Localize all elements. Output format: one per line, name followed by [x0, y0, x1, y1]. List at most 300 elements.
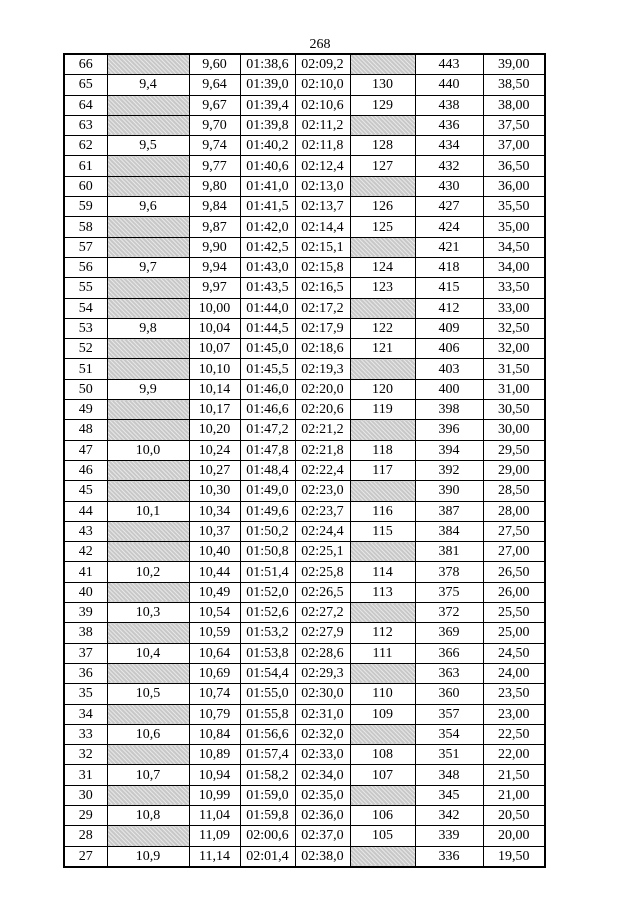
time-b-cell: 02:27,9 [295, 623, 350, 643]
value-a-cell: 10,4 [107, 643, 189, 663]
value-e-cell: 27,50 [483, 521, 545, 541]
points-cell: 50 [64, 379, 107, 399]
value-a-cell: 10,0 [107, 440, 189, 460]
value-e-cell: 23,00 [483, 704, 545, 724]
value-e-cell: 28,00 [483, 501, 545, 521]
value-b-cell: 9,67 [189, 95, 240, 115]
value-d-cell: 412 [415, 298, 483, 318]
value-e-cell: 19,50 [483, 846, 545, 867]
time-b-cell: 02:17,2 [295, 298, 350, 318]
points-cell: 37 [64, 643, 107, 663]
value-b-cell: 10,99 [189, 785, 240, 805]
value-d-cell: 392 [415, 460, 483, 480]
value-e-cell: 37,00 [483, 136, 545, 156]
time-a-cell: 01:45,5 [240, 359, 295, 379]
value-d-cell: 403 [415, 359, 483, 379]
value-a-cell [107, 176, 189, 196]
table-row [64, 440, 545, 460]
time-b-cell: 02:37,0 [295, 826, 350, 846]
time-b-cell: 02:21,2 [295, 420, 350, 440]
time-a-cell: 01:44,5 [240, 318, 295, 338]
value-a-cell [107, 745, 189, 765]
value-e-cell: 26,50 [483, 562, 545, 582]
table-row [64, 724, 545, 744]
value-e-cell: 35,50 [483, 197, 545, 217]
value-d-cell: 336 [415, 846, 483, 867]
time-a-cell: 01:51,4 [240, 562, 295, 582]
value-e-cell: 20,00 [483, 826, 545, 846]
table-row [64, 359, 545, 379]
table-row [64, 197, 545, 217]
value-a-cell: 10,1 [107, 501, 189, 521]
value-b-cell: 10,04 [189, 318, 240, 338]
time-a-cell: 01:54,4 [240, 663, 295, 683]
value-e-cell: 29,50 [483, 440, 545, 460]
value-d-cell: 409 [415, 318, 483, 338]
time-a-cell: 01:59,0 [240, 785, 295, 805]
time-a-cell: 01:53,8 [240, 643, 295, 663]
time-a-cell: 01:39,4 [240, 95, 295, 115]
value-d-cell: 351 [415, 745, 483, 765]
value-c-cell [350, 481, 415, 501]
value-b-cell: 10,59 [189, 623, 240, 643]
value-c-cell [350, 603, 415, 623]
points-cell: 43 [64, 521, 107, 541]
time-a-cell: 01:52,6 [240, 603, 295, 623]
points-cell: 58 [64, 217, 107, 237]
table-row [64, 663, 545, 683]
value-b-cell: 9,64 [189, 75, 240, 95]
value-a-cell [107, 217, 189, 237]
value-c-cell [350, 115, 415, 135]
time-b-cell: 02:15,1 [295, 237, 350, 257]
points-cell: 46 [64, 460, 107, 480]
value-d-cell: 398 [415, 400, 483, 420]
value-a-cell: 10,3 [107, 603, 189, 623]
points-cell: 41 [64, 562, 107, 582]
value-c-cell: 107 [350, 765, 415, 785]
table-row [64, 582, 545, 602]
value-c-cell [350, 785, 415, 805]
time-b-cell: 02:11,8 [295, 136, 350, 156]
table-row [64, 95, 545, 115]
time-a-cell: 01:40,2 [240, 136, 295, 156]
time-a-cell: 01:59,8 [240, 805, 295, 825]
value-d-cell: 375 [415, 582, 483, 602]
value-e-cell: 31,00 [483, 379, 545, 399]
value-b-cell: 10,17 [189, 400, 240, 420]
value-b-cell: 9,77 [189, 156, 240, 176]
value-c-cell [350, 420, 415, 440]
points-cell: 47 [64, 440, 107, 460]
value-d-cell: 369 [415, 623, 483, 643]
value-c-cell: 129 [350, 95, 415, 115]
value-c-cell: 130 [350, 75, 415, 95]
time-b-cell: 02:09,2 [295, 54, 350, 75]
time-b-cell: 02:19,3 [295, 359, 350, 379]
value-e-cell: 38,00 [483, 95, 545, 115]
table-row [64, 481, 545, 501]
value-b-cell: 10,10 [189, 359, 240, 379]
table-row [64, 785, 545, 805]
points-cell: 61 [64, 156, 107, 176]
points-cell: 48 [64, 420, 107, 440]
table-row [64, 318, 545, 338]
value-e-cell: 28,50 [483, 481, 545, 501]
value-b-cell: 10,54 [189, 603, 240, 623]
points-cell: 45 [64, 481, 107, 501]
value-c-cell: 105 [350, 826, 415, 846]
value-a-cell [107, 95, 189, 115]
time-a-cell: 01:41,0 [240, 176, 295, 196]
value-d-cell: 427 [415, 197, 483, 217]
points-cell: 51 [64, 359, 107, 379]
value-d-cell: 396 [415, 420, 483, 440]
time-a-cell: 02:00,6 [240, 826, 295, 846]
value-b-cell: 9,70 [189, 115, 240, 135]
points-cell: 39 [64, 603, 107, 623]
time-b-cell: 02:36,0 [295, 805, 350, 825]
time-a-cell: 01:42,0 [240, 217, 295, 237]
value-b-cell: 9,80 [189, 176, 240, 196]
value-c-cell [350, 54, 415, 75]
value-e-cell: 31,50 [483, 359, 545, 379]
value-a-cell: 9,7 [107, 257, 189, 277]
value-a-cell [107, 521, 189, 541]
time-b-cell: 02:34,0 [295, 765, 350, 785]
value-a-cell [107, 156, 189, 176]
value-b-cell: 9,74 [189, 136, 240, 156]
value-d-cell: 348 [415, 765, 483, 785]
points-cell: 30 [64, 785, 107, 805]
value-a-cell [107, 582, 189, 602]
value-b-cell: 10,84 [189, 724, 240, 744]
value-b-cell: 10,94 [189, 765, 240, 785]
points-cell: 31 [64, 765, 107, 785]
table-row [64, 420, 545, 440]
value-b-cell: 10,44 [189, 562, 240, 582]
points-cell: 28 [64, 826, 107, 846]
value-c-cell: 110 [350, 684, 415, 704]
table-row [64, 237, 545, 257]
value-c-cell: 108 [350, 745, 415, 765]
points-cell: 33 [64, 724, 107, 744]
points-cell: 57 [64, 237, 107, 257]
value-b-cell: 9,94 [189, 257, 240, 277]
time-b-cell: 02:33,0 [295, 745, 350, 765]
time-a-cell: 01:47,2 [240, 420, 295, 440]
time-a-cell: 01:57,4 [240, 745, 295, 765]
value-b-cell: 11,14 [189, 846, 240, 867]
table-row [64, 805, 545, 825]
value-e-cell: 32,50 [483, 318, 545, 338]
points-cell: 29 [64, 805, 107, 825]
value-e-cell: 33,50 [483, 278, 545, 298]
value-d-cell: 394 [415, 440, 483, 460]
value-c-cell: 112 [350, 623, 415, 643]
value-d-cell: 418 [415, 257, 483, 277]
value-b-cell: 10,37 [189, 521, 240, 541]
value-b-cell: 9,84 [189, 197, 240, 217]
value-c-cell: 116 [350, 501, 415, 521]
value-d-cell: 430 [415, 176, 483, 196]
points-cell: 35 [64, 684, 107, 704]
value-e-cell: 26,00 [483, 582, 545, 602]
value-d-cell: 443 [415, 54, 483, 75]
table-row [64, 562, 545, 582]
time-b-cell: 02:25,8 [295, 562, 350, 582]
time-b-cell: 02:35,0 [295, 785, 350, 805]
value-b-cell: 9,97 [189, 278, 240, 298]
time-b-cell: 02:11,2 [295, 115, 350, 135]
time-b-cell: 02:31,0 [295, 704, 350, 724]
value-b-cell: 10,27 [189, 460, 240, 480]
value-a-cell [107, 785, 189, 805]
value-a-cell [107, 663, 189, 683]
value-e-cell: 25,50 [483, 603, 545, 623]
value-c-cell: 117 [350, 460, 415, 480]
value-c-cell: 113 [350, 582, 415, 602]
value-d-cell: 424 [415, 217, 483, 237]
value-e-cell: 36,00 [483, 176, 545, 196]
time-b-cell: 02:29,3 [295, 663, 350, 683]
value-c-cell [350, 724, 415, 744]
value-d-cell: 381 [415, 542, 483, 562]
time-a-cell: 01:56,6 [240, 724, 295, 744]
value-e-cell: 30,00 [483, 420, 545, 440]
time-b-cell: 02:28,6 [295, 643, 350, 663]
points-cell: 40 [64, 582, 107, 602]
value-c-cell [350, 542, 415, 562]
score-table [63, 53, 546, 868]
value-a-cell [107, 704, 189, 724]
value-a-cell [107, 278, 189, 298]
value-c-cell: 126 [350, 197, 415, 217]
value-e-cell: 37,50 [483, 115, 545, 135]
value-e-cell: 27,00 [483, 542, 545, 562]
value-a-cell [107, 339, 189, 359]
value-a-cell [107, 237, 189, 257]
table-row [64, 501, 545, 521]
value-a-cell [107, 359, 189, 379]
points-cell: 56 [64, 257, 107, 277]
value-c-cell: 124 [350, 257, 415, 277]
time-b-cell: 02:13,0 [295, 176, 350, 196]
value-e-cell: 24,50 [483, 643, 545, 663]
table-row [64, 745, 545, 765]
value-e-cell: 25,00 [483, 623, 545, 643]
time-b-cell: 02:26,5 [295, 582, 350, 602]
table-row [64, 136, 545, 156]
value-a-cell: 9,8 [107, 318, 189, 338]
value-b-cell: 9,87 [189, 217, 240, 237]
value-c-cell: 114 [350, 562, 415, 582]
time-a-cell: 02:01,4 [240, 846, 295, 867]
time-a-cell: 01:50,2 [240, 521, 295, 541]
value-c-cell: 115 [350, 521, 415, 541]
points-cell: 59 [64, 197, 107, 217]
points-cell: 66 [64, 54, 107, 75]
value-d-cell: 406 [415, 339, 483, 359]
value-a-cell [107, 54, 189, 75]
value-c-cell: 128 [350, 136, 415, 156]
value-b-cell: 10,40 [189, 542, 240, 562]
value-b-cell: 10,00 [189, 298, 240, 318]
value-b-cell: 10,79 [189, 704, 240, 724]
time-b-cell: 02:14,4 [295, 217, 350, 237]
value-d-cell: 342 [415, 805, 483, 825]
value-e-cell: 39,00 [483, 54, 545, 75]
time-b-cell: 02:32,0 [295, 724, 350, 744]
time-b-cell: 02:10,6 [295, 95, 350, 115]
table-row [64, 460, 545, 480]
value-c-cell [350, 846, 415, 867]
value-d-cell: 421 [415, 237, 483, 257]
value-e-cell: 34,50 [483, 237, 545, 257]
time-a-cell: 01:55,0 [240, 684, 295, 704]
time-a-cell: 01:48,4 [240, 460, 295, 480]
value-a-cell [107, 481, 189, 501]
value-b-cell: 10,49 [189, 582, 240, 602]
points-cell: 60 [64, 176, 107, 196]
points-cell: 27 [64, 846, 107, 867]
value-c-cell: 119 [350, 400, 415, 420]
table-row [64, 115, 545, 135]
value-d-cell: 434 [415, 136, 483, 156]
table-body [64, 54, 545, 867]
time-b-cell: 02:38,0 [295, 846, 350, 867]
time-a-cell: 01:45,0 [240, 339, 295, 359]
points-cell: 42 [64, 542, 107, 562]
value-a-cell: 10,7 [107, 765, 189, 785]
value-a-cell: 10,6 [107, 724, 189, 744]
value-e-cell: 21,00 [483, 785, 545, 805]
time-a-cell: 01:41,5 [240, 197, 295, 217]
time-a-cell: 01:49,6 [240, 501, 295, 521]
points-cell: 52 [64, 339, 107, 359]
table-row [64, 75, 545, 95]
time-b-cell: 02:12,4 [295, 156, 350, 176]
time-b-cell: 02:21,8 [295, 440, 350, 460]
value-e-cell: 29,00 [483, 460, 545, 480]
value-a-cell: 9,9 [107, 379, 189, 399]
table-row [64, 400, 545, 420]
value-e-cell: 32,00 [483, 339, 545, 359]
value-e-cell: 36,50 [483, 156, 545, 176]
time-b-cell: 02:22,4 [295, 460, 350, 480]
table-row [64, 521, 545, 541]
value-d-cell: 363 [415, 663, 483, 683]
value-c-cell [350, 176, 415, 196]
points-cell: 65 [64, 75, 107, 95]
time-b-cell: 02:23,0 [295, 481, 350, 501]
value-a-cell: 9,5 [107, 136, 189, 156]
points-cell: 34 [64, 704, 107, 724]
time-a-cell: 01:38,6 [240, 54, 295, 75]
points-cell: 53 [64, 318, 107, 338]
value-a-cell: 9,4 [107, 75, 189, 95]
value-d-cell: 357 [415, 704, 483, 724]
time-a-cell: 01:43,5 [240, 278, 295, 298]
value-e-cell: 24,00 [483, 663, 545, 683]
table-row [64, 643, 545, 663]
value-a-cell [107, 420, 189, 440]
value-a-cell: 10,8 [107, 805, 189, 825]
value-d-cell: 440 [415, 75, 483, 95]
time-b-cell: 02:10,0 [295, 75, 350, 95]
value-b-cell: 11,09 [189, 826, 240, 846]
value-e-cell: 34,00 [483, 257, 545, 277]
table-row [64, 603, 545, 623]
time-a-cell: 01:39,0 [240, 75, 295, 95]
time-b-cell: 02:16,5 [295, 278, 350, 298]
value-e-cell: 20,50 [483, 805, 545, 825]
value-d-cell: 438 [415, 95, 483, 115]
table-row [64, 278, 545, 298]
table-row [64, 156, 545, 176]
value-d-cell: 387 [415, 501, 483, 521]
points-cell: 63 [64, 115, 107, 135]
value-c-cell [350, 237, 415, 257]
time-a-cell: 01:46,6 [240, 400, 295, 420]
table-row [64, 298, 545, 318]
time-a-cell: 01:50,8 [240, 542, 295, 562]
value-c-cell [350, 359, 415, 379]
value-c-cell: 125 [350, 217, 415, 237]
value-d-cell: 390 [415, 481, 483, 501]
time-a-cell: 01:52,0 [240, 582, 295, 602]
value-d-cell: 415 [415, 278, 483, 298]
value-b-cell: 9,60 [189, 54, 240, 75]
table-row [64, 379, 545, 399]
value-b-cell: 9,90 [189, 237, 240, 257]
table-row [64, 176, 545, 196]
time-b-cell: 02:27,2 [295, 603, 350, 623]
value-e-cell: 23,50 [483, 684, 545, 704]
points-cell: 36 [64, 663, 107, 683]
points-cell: 49 [64, 400, 107, 420]
points-cell: 54 [64, 298, 107, 318]
value-c-cell: 122 [350, 318, 415, 338]
table-row [64, 684, 545, 704]
points-cell: 64 [64, 95, 107, 115]
value-c-cell: 127 [350, 156, 415, 176]
value-b-cell: 10,74 [189, 684, 240, 704]
value-a-cell: 9,6 [107, 197, 189, 217]
value-b-cell: 10,20 [189, 420, 240, 440]
value-e-cell: 22,50 [483, 724, 545, 744]
value-b-cell: 10,89 [189, 745, 240, 765]
value-e-cell: 33,00 [483, 298, 545, 318]
table-row [64, 257, 545, 277]
time-b-cell: 02:24,4 [295, 521, 350, 541]
value-a-cell: 10,5 [107, 684, 189, 704]
time-a-cell: 01:42,5 [240, 237, 295, 257]
points-cell: 32 [64, 745, 107, 765]
time-b-cell: 02:20,0 [295, 379, 350, 399]
value-a-cell: 10,2 [107, 562, 189, 582]
table-row [64, 623, 545, 643]
value-b-cell: 10,14 [189, 379, 240, 399]
value-b-cell: 10,24 [189, 440, 240, 460]
value-b-cell: 10,64 [189, 643, 240, 663]
table-row [64, 339, 545, 359]
value-c-cell: 111 [350, 643, 415, 663]
value-c-cell: 118 [350, 440, 415, 460]
value-a-cell [107, 460, 189, 480]
value-c-cell [350, 663, 415, 683]
value-d-cell: 354 [415, 724, 483, 744]
